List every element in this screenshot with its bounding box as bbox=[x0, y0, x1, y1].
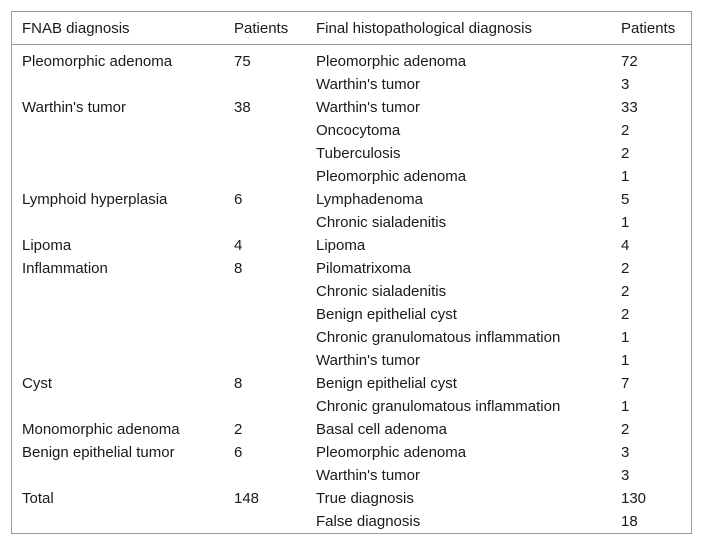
table-row bbox=[12, 119, 691, 142]
final-diagnosis-cell: Chronic sialadenitis bbox=[316, 283, 447, 300]
fnab-diagnosis-cell: Cyst bbox=[22, 375, 52, 392]
final-diagnosis-cell: Benign epithelial cyst bbox=[316, 375, 457, 392]
table-row bbox=[12, 326, 691, 349]
fnab-patients-cell bbox=[234, 326, 316, 349]
final-patients-cell: 33 bbox=[621, 99, 638, 116]
table-row bbox=[12, 487, 691, 510]
final-diagnosis-cell: Oncocytoma bbox=[316, 122, 401, 139]
final-diagnosis-cell: Tuberculosis bbox=[316, 145, 401, 162]
fnab-patients-cell bbox=[234, 165, 316, 188]
final-diagnosis-cell: Warthin's tumor bbox=[316, 467, 420, 484]
final-diagnosis-cell: Pleomorphic adenoma bbox=[316, 53, 467, 70]
table-row bbox=[12, 303, 691, 326]
diagnosis-comparison-table bbox=[12, 12, 691, 533]
fnab-patients-cell: 8 bbox=[234, 375, 243, 392]
table-row bbox=[12, 349, 691, 372]
fnab-diagnosis-cell bbox=[12, 464, 234, 487]
fnab-patients-cell bbox=[234, 464, 316, 487]
fnab-patients-cell bbox=[234, 303, 316, 326]
table-frame bbox=[11, 11, 692, 534]
fnab-diagnosis-cell: Benign epithelial tumor bbox=[22, 444, 175, 461]
fnab-patients-cell bbox=[234, 211, 316, 234]
fnab-diagnosis-cell bbox=[12, 303, 234, 326]
final-diagnosis-cell: Basal cell adenoma bbox=[316, 421, 447, 438]
final-patients-cell: 72 bbox=[621, 53, 638, 70]
final-patients-cell: 1 bbox=[621, 329, 630, 346]
final-patients-cell: 2 bbox=[621, 421, 630, 438]
final-patients-cell: 1 bbox=[621, 214, 630, 231]
fnab-patients-cell: 148 bbox=[234, 490, 260, 507]
final-diagnosis-cell: Pilomatrixoma bbox=[316, 260, 412, 277]
table-row bbox=[12, 441, 691, 464]
fnab-diagnosis-cell bbox=[12, 73, 234, 96]
fnab-patients-cell: 6 bbox=[234, 191, 243, 208]
table-row bbox=[12, 372, 691, 395]
final-diagnosis-cell: Pleomorphic adenoma bbox=[316, 168, 467, 185]
final-patients-cell: 1 bbox=[621, 168, 630, 185]
fnab-patients-cell bbox=[234, 349, 316, 372]
fnab-diagnosis-cell: Pleomorphic adenoma bbox=[22, 53, 173, 70]
final-diagnosis-cell: Chronic granulomatous inflammation bbox=[316, 398, 561, 415]
fnab-patients-cell bbox=[234, 395, 316, 418]
fnab-patients-cell: 8 bbox=[234, 260, 243, 277]
fnab-diagnosis-cell: Total bbox=[22, 490, 54, 507]
table-body bbox=[12, 45, 691, 534]
fnab-diagnosis-cell bbox=[12, 211, 234, 234]
table-row bbox=[12, 234, 691, 257]
final-diagnosis-cell: Warthin's tumor bbox=[316, 76, 420, 93]
final-patients-cell: 3 bbox=[621, 76, 630, 93]
table-row bbox=[12, 418, 691, 441]
fnab-patients-cell: 6 bbox=[234, 444, 243, 461]
final-patients-cell: 5 bbox=[621, 191, 630, 208]
fnab-patients-cell bbox=[234, 119, 316, 142]
final-patients-cell: 3 bbox=[621, 444, 630, 461]
fnab-diagnosis-cell bbox=[12, 326, 234, 349]
final-patients-cell: 3 bbox=[621, 467, 630, 484]
table-row bbox=[12, 165, 691, 188]
header-fnab-diagnosis: FNAB diagnosis bbox=[12, 12, 234, 45]
fnab-patients-cell bbox=[234, 510, 316, 533]
fnab-patients-cell: 75 bbox=[234, 53, 251, 70]
fnab-diagnosis-cell bbox=[12, 280, 234, 303]
fnab-patients-cell: 38 bbox=[234, 99, 251, 116]
fnab-patients-cell bbox=[234, 73, 316, 96]
fnab-diagnosis-cell: Lymphoid hyperplasia bbox=[22, 191, 168, 208]
fnab-diagnosis-cell bbox=[12, 119, 234, 142]
final-diagnosis-cell: Chronic granulomatous inflammation bbox=[316, 329, 561, 346]
header-fnab-patients: Patients bbox=[234, 12, 316, 45]
final-patients-cell: 2 bbox=[621, 306, 630, 323]
table-row bbox=[12, 257, 691, 280]
fnab-diagnosis-cell bbox=[12, 395, 234, 418]
header-final-diagnosis: Final histopathological diagnosis bbox=[316, 12, 621, 45]
final-patients-cell: 1 bbox=[621, 398, 630, 415]
fnab-diagnosis-cell: Monomorphic adenoma bbox=[22, 421, 180, 438]
final-patients-cell: 2 bbox=[621, 260, 630, 277]
final-diagnosis-cell: False diagnosis bbox=[316, 513, 421, 530]
fnab-diagnosis-cell bbox=[12, 510, 234, 533]
table-row bbox=[12, 73, 691, 96]
final-patients-cell: 1 bbox=[621, 352, 630, 369]
final-diagnosis-cell: Chronic sialadenitis bbox=[316, 214, 447, 231]
fnab-patients-cell: 4 bbox=[234, 237, 243, 254]
final-patients-cell: 2 bbox=[621, 122, 630, 139]
final-diagnosis-cell: Benign epithelial cyst bbox=[316, 306, 457, 323]
final-patients-cell: 4 bbox=[621, 237, 630, 254]
fnab-patients-cell bbox=[234, 280, 316, 303]
table-header bbox=[12, 12, 691, 45]
fnab-diagnosis-cell: Inflammation bbox=[22, 260, 108, 277]
final-patients-cell: 130 bbox=[621, 490, 647, 507]
final-diagnosis-cell: Pleomorphic adenoma bbox=[316, 444, 467, 461]
table-row bbox=[12, 142, 691, 165]
final-diagnosis-cell: Warthin's tumor bbox=[316, 352, 420, 369]
table-row bbox=[12, 45, 691, 74]
fnab-diagnosis-cell bbox=[12, 349, 234, 372]
fnab-diagnosis-cell bbox=[12, 142, 234, 165]
final-patients-cell: 7 bbox=[621, 375, 630, 392]
header-row bbox=[12, 12, 691, 45]
final-patients-cell: 18 bbox=[621, 513, 638, 530]
fnab-diagnosis-cell bbox=[12, 165, 234, 188]
table-row bbox=[12, 280, 691, 303]
fnab-diagnosis-cell: Warthin's tumor bbox=[22, 99, 126, 116]
header-final-patients: Patients bbox=[621, 12, 691, 45]
final-patients-cell: 2 bbox=[621, 145, 630, 162]
fnab-patients-cell bbox=[234, 142, 316, 165]
final-patients-cell: 2 bbox=[621, 283, 630, 300]
final-diagnosis-cell: True diagnosis bbox=[316, 490, 414, 507]
final-diagnosis-cell: Warthin's tumor bbox=[316, 99, 420, 116]
table-row bbox=[12, 96, 691, 119]
table-row bbox=[12, 464, 691, 487]
final-diagnosis-cell: Lymphadenoma bbox=[316, 191, 424, 208]
table-row bbox=[12, 510, 691, 533]
table-row bbox=[12, 395, 691, 418]
final-diagnosis-cell: Lipoma bbox=[316, 237, 366, 254]
fnab-diagnosis-cell: Lipoma bbox=[22, 237, 72, 254]
table-row bbox=[12, 211, 691, 234]
table-row bbox=[12, 188, 691, 211]
fnab-patients-cell: 2 bbox=[234, 421, 243, 438]
